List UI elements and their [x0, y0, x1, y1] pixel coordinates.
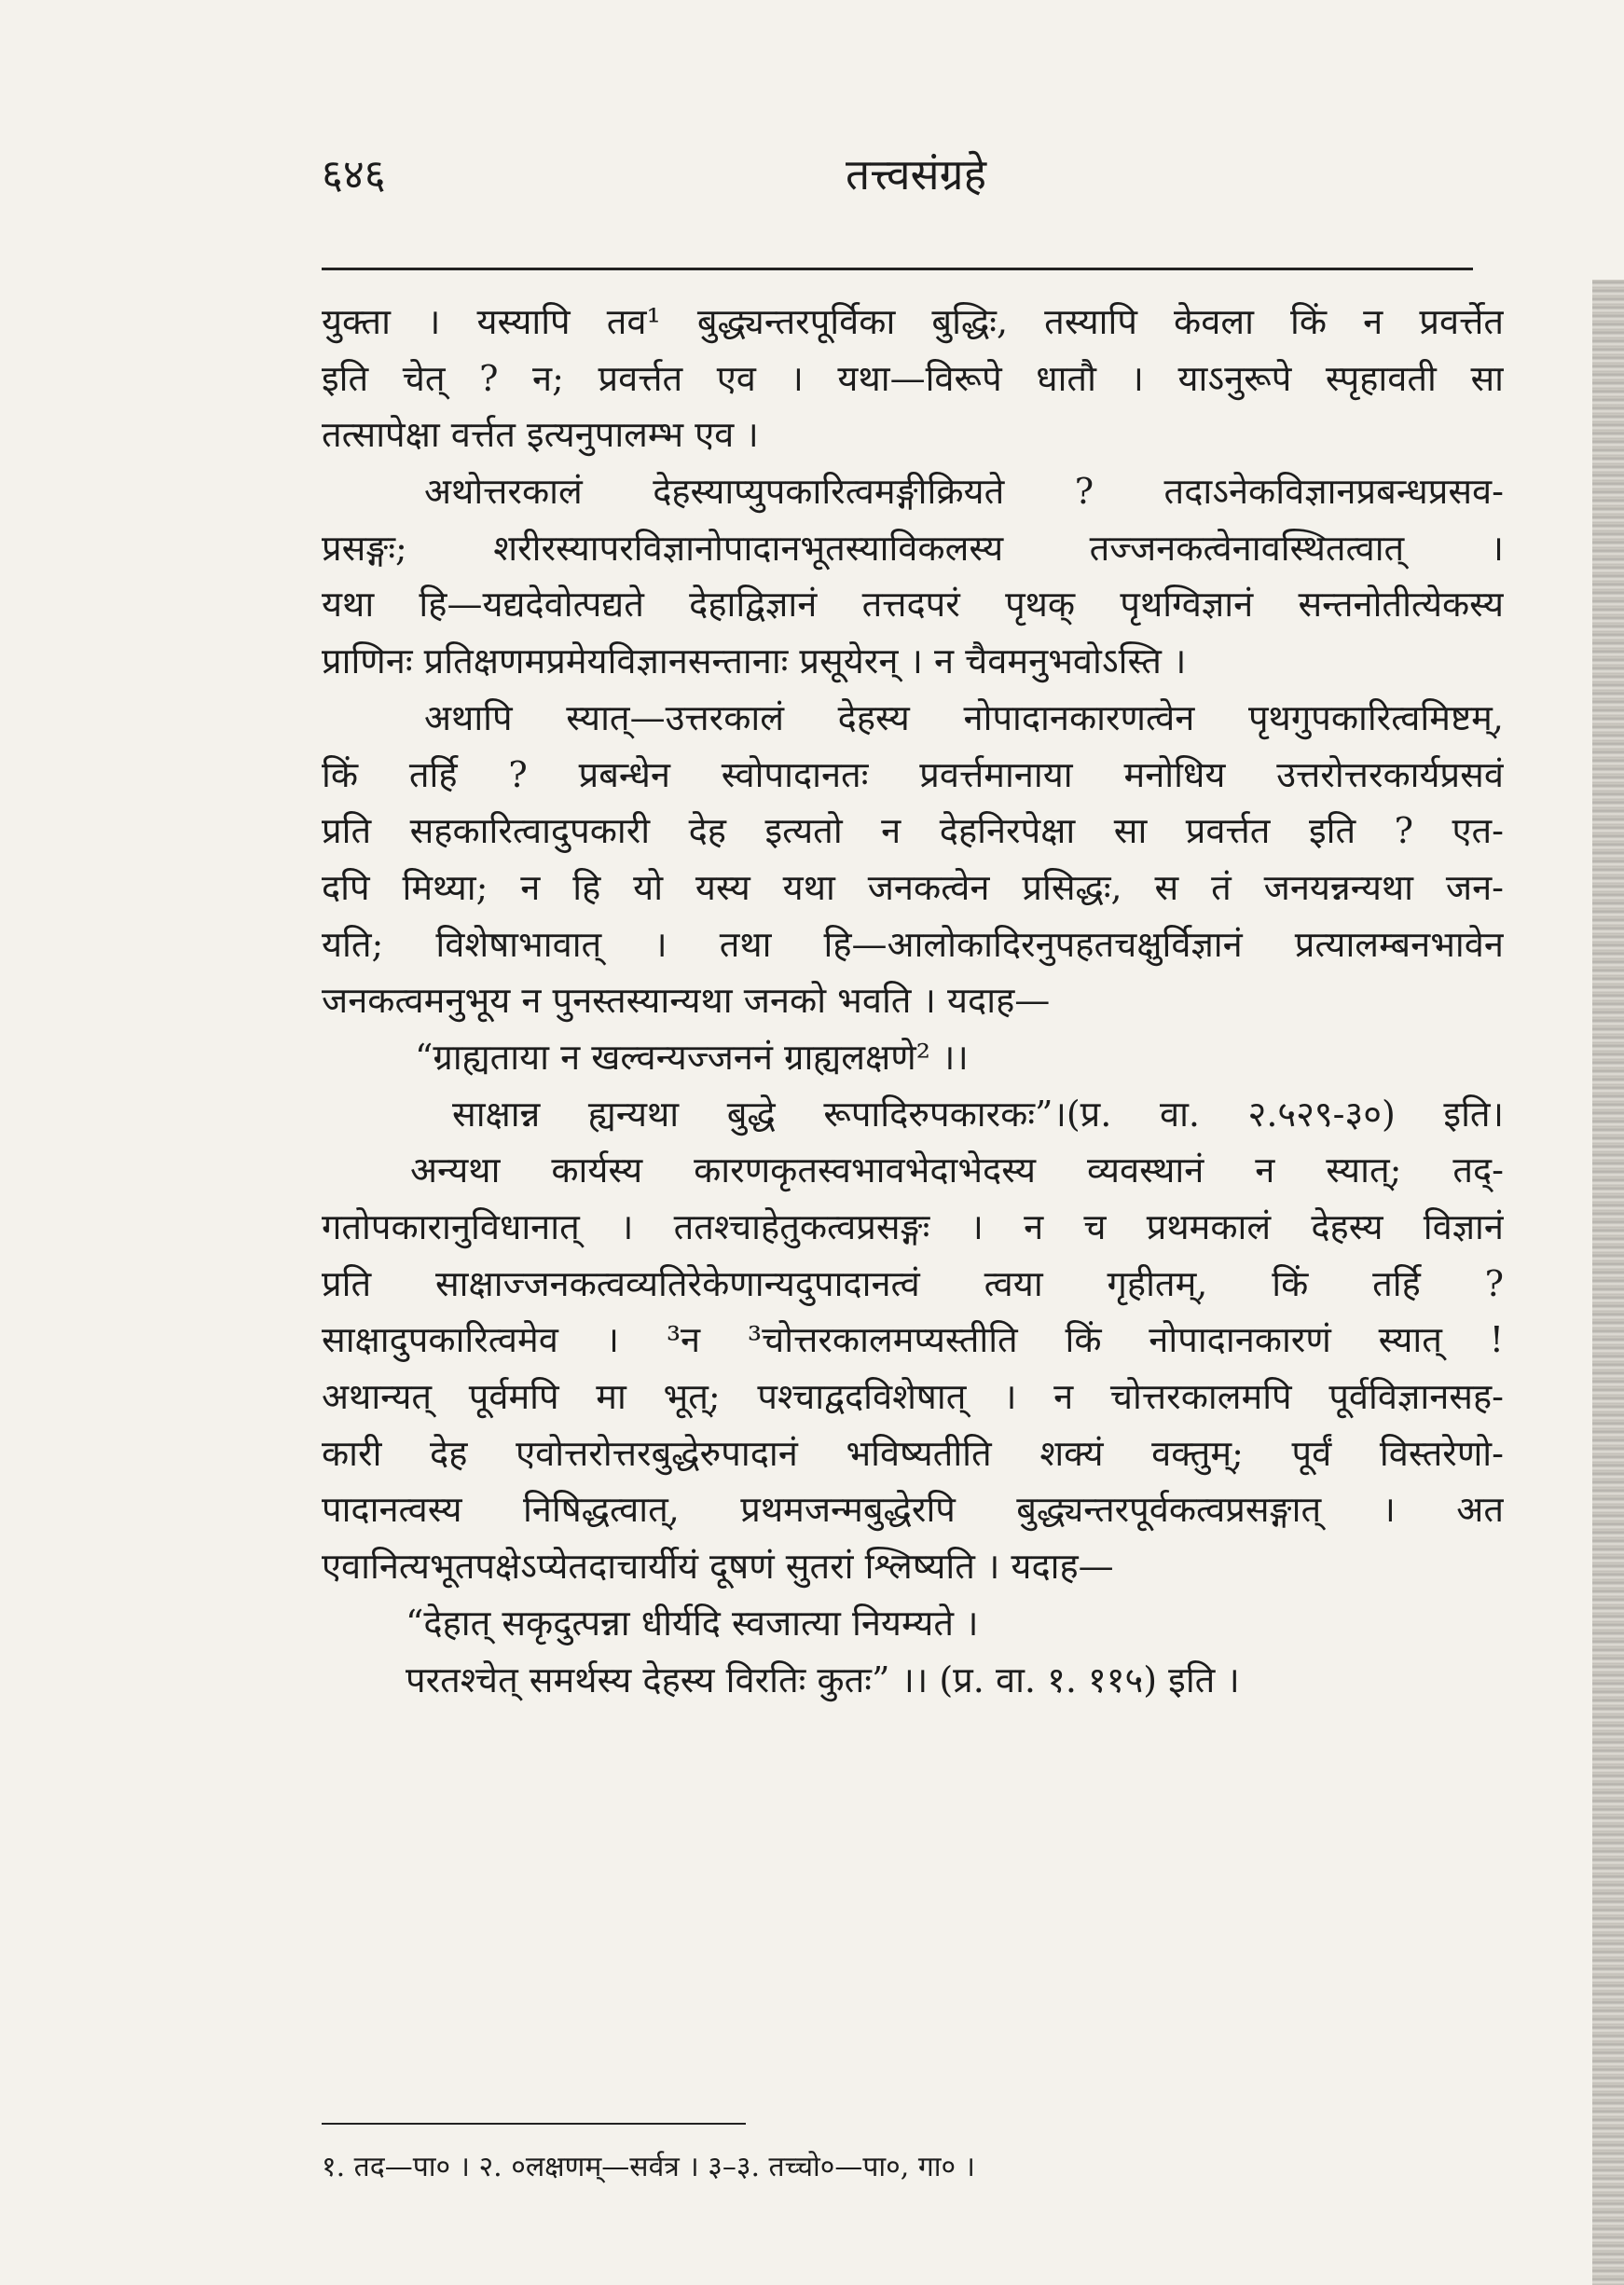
running-title: तत्त्वसंग्रहे	[845, 149, 987, 200]
text-line: अथोत्तरकालं देहस्याप्युपकारित्वमङ्गीक्रियते ? तदाऽनेकविज्ञानप्रबन्धप्रसव-	[424, 471, 1504, 513]
verse-line: परतश्चेत् समर्थस्य देहस्य विरतिः कुतः” ।। (प्र. वा. १. ११५) इति ।	[406, 1659, 1240, 1700]
text-line: यथा हि—यद्यदेवोत्पद्यते देहाद्विज्ञानं तत्तदपरं पृथक् पृथग्विज्ञानं सन्तनोतीत्येकस्य	[322, 584, 1504, 626]
page-header	[322, 145, 1510, 200]
verse-line: “देहात् सकृदुत्पन्ना धीर्यदि स्वजात्या नियम्यते ।	[406, 1602, 979, 1644]
text-line: युक्ता । यस्यापि तव¹ बुद्ध्यन्तरपूर्विका बुद्धिः, तस्यापि केवला किं न प्रवर्त्तेत	[322, 301, 1504, 342]
text-line: प्रसङ्गः; शरीरस्यापरविज्ञानोपादानभूतस्याविकलस्य तज्जनकत्वेनावस्थितत्वात् ।	[322, 527, 1504, 569]
text-line: प्रति सहकारित्वादुपकारी देह इत्यतो न देहनिरपेक्षा सा प्रवर्त्तत इति ? एत-	[322, 810, 1504, 852]
text-line: इति चेत् ? न; प्रवर्त्तत एव । यथा—विरूपे धातौ । याऽनुरूपे स्पृहावती सा	[322, 357, 1504, 399]
text-line: कारी देह एवोत्तरोत्तरबुद्धेरुपादानं भविष्यतीति शक्यं वक्तुम्; पूर्वं विस्तरेणो-	[322, 1432, 1504, 1474]
text-line: तत्सापेक्षा वर्त्तत इत्यनुपालम्भ एव ।	[322, 414, 759, 456]
verse-line: “ग्राह्यताया न खल्वन्यज्जननं ग्राह्यलक्षणे² ।।	[415, 1036, 969, 1078]
text-line: यति; विशेषाभावात् । तथा हि—आलोकादिरनुपहतचक्षुर्विज्ञानं प्रत्यालम्बनभावेन	[322, 923, 1504, 965]
text-line: जनकत्वमनुभूय न पुनस्तस्यान्यथा जनको भवति । यदाह—	[322, 980, 1051, 1022]
footnote: १. तद—पा० । २. ०लक्षणम्—सर्वत्र । ३–३. तच्चो०—पा०, गा० ।	[322, 2151, 976, 2183]
footnote-divider	[322, 2123, 746, 2125]
text-line: अथान्यत् पूर्वमपि मा भूत्; पश्चाद्वदविशेषात् । न चोत्तरकालमपि पूर्वविज्ञानसह-	[322, 1376, 1504, 1418]
verse-line: साक्षान्न ह्यन्यथा बुद्धे रूपादिरुपकारकः”।(प्र. वा. २.५२९-३०) इति।	[452, 1093, 1504, 1135]
text-line: अन्यथा कार्यस्य कारणकृतस्वभावभेदाभेदस्य व्यवस्थानं न स्यात्; तद्-	[410, 1149, 1504, 1191]
text-line: प्राणिनः प्रतिक्षणमप्रमेयविज्ञानसन्तानाः प्रसूयेरन् । न चैवमनुभवोऽस्ति ।	[322, 640, 1187, 682]
page-number: ६४६	[322, 151, 386, 199]
text-line: अथापि स्यात्—उत्तरकालं देहस्य नोपादानकारणत्वेन पृथगुपकारित्वमिष्टम्,	[424, 696, 1504, 738]
text-line: गतोपकारानुविधानात् । ततश्चाहेतुकत्वप्रसङ्गः । न च प्रथमकालं देहस्य विज्ञानं	[322, 1206, 1504, 1247]
header-divider	[322, 268, 1473, 270]
scan-edge-shadow	[1592, 280, 1624, 2285]
text-line: प्रति साक्षाज्जनकत्वव्यतिरेकेणान्यदुपादानत्वं त्वया गृहीतम्, किं तर्हि ?	[322, 1262, 1504, 1304]
text-line: एवानित्यभूतपक्षेऽप्येतदाचार्यीयं दूषणं सुतरां श्लिष्यति । यदाह—	[322, 1546, 1114, 1588]
text-line: किं तर्हि ? प्रबन्धेन स्वोपादानतः प्रवर्त्तमानाया मनोधिय उत्तरोत्तरकार्यप्रसवं	[322, 753, 1504, 795]
text-line: पादानत्वस्य निषिद्धत्वात्, प्रथमजन्मबुद्धेरपि बुद्ध्यन्तरपूर्वकत्वप्रसङ्गात् । अत	[322, 1489, 1504, 1531]
text-line: साक्षादुपकारित्वमेव । ³न ³चोत्तरकालमप्यस्तीति किं नोपादानकारणं स्यात् !	[322, 1319, 1504, 1361]
body-text	[322, 294, 1504, 1708]
text-line: दपि मिथ्या; न हि यो यस्य यथा जनकत्वेन प्रसिद्धः, स तं जनयन्नन्यथा जन-	[322, 866, 1504, 908]
